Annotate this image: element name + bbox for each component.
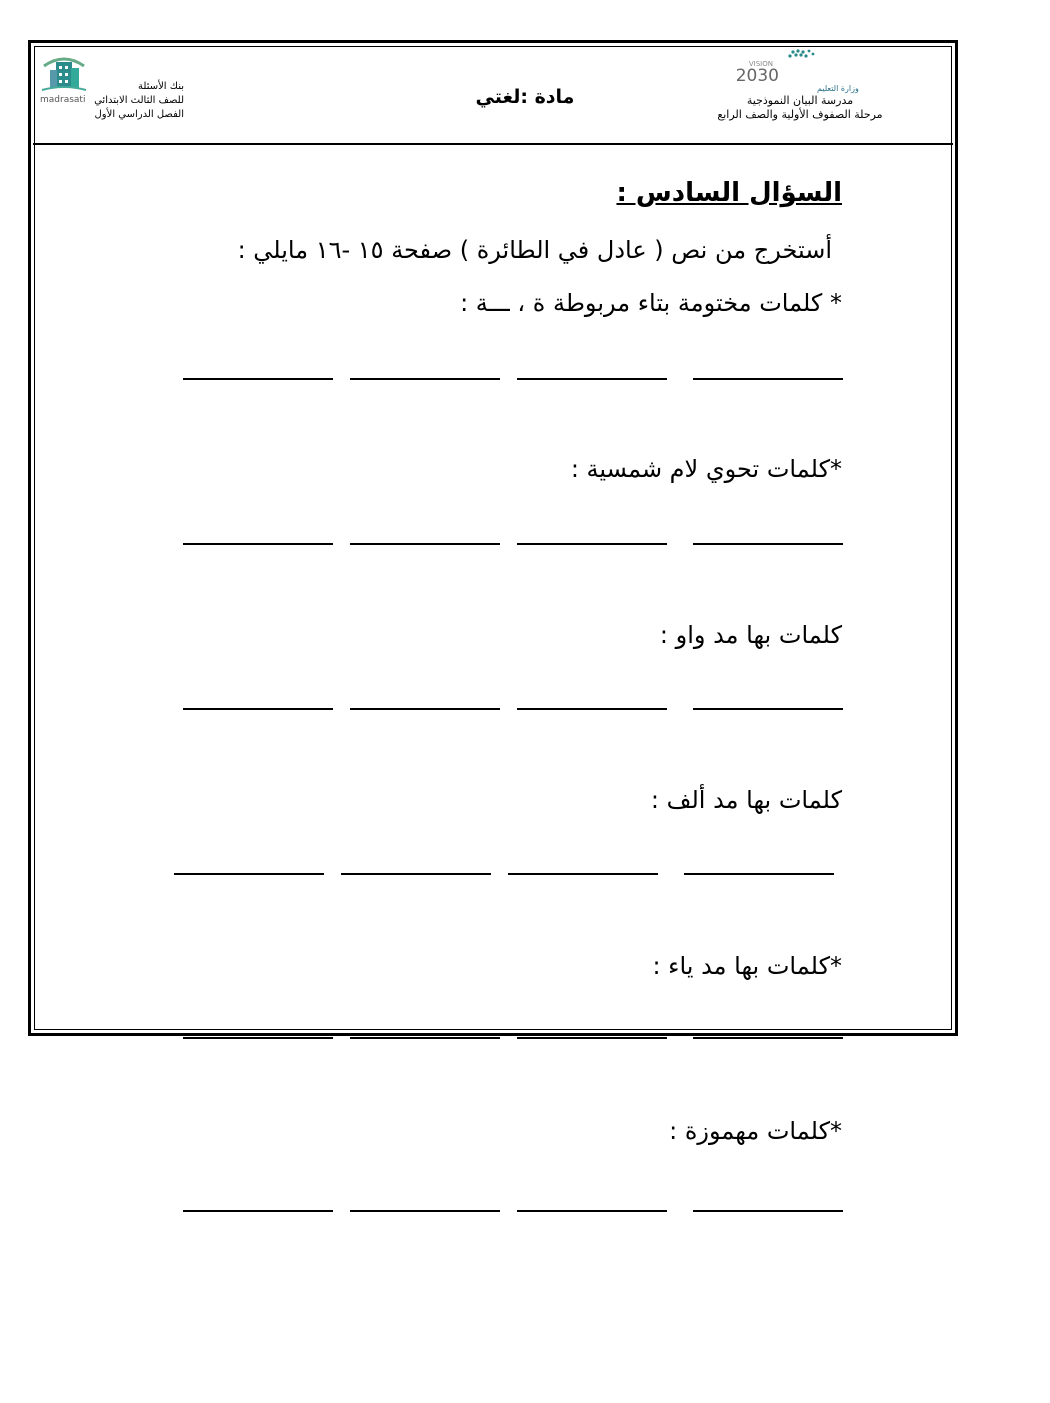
ministry-text: وزارة التعليم [817,84,859,93]
header-divider [33,143,953,145]
school-name: مدرسة البيان النموذجية [746,94,854,107]
section-label-taa-marbuta: * كلمات مختومة بتاء مربوطة ة ، ـــة : [460,289,842,317]
answer-blank[interactable] [517,1037,667,1039]
answer-blank[interactable] [508,873,658,875]
answer-blank[interactable] [174,873,324,875]
question-title: السؤال السادس : [616,178,842,208]
answer-blank[interactable] [693,543,843,545]
answer-blank[interactable] [341,873,491,875]
answer-blank[interactable] [350,708,500,710]
section-label-madd-alif: كلمات بها مد ألف : [650,786,842,814]
answer-blank[interactable] [517,543,667,545]
answer-blank[interactable] [350,543,500,545]
answer-blank[interactable] [183,378,333,380]
answer-blank[interactable] [350,378,500,380]
answer-blank[interactable] [183,1210,333,1212]
question-instruction: أستخرج من نص ( عادل في الطائرة ) صفحة ١٥ -١٦ مايلي : [237,236,832,264]
answer-blank[interactable] [517,708,667,710]
answer-blank[interactable] [693,378,843,380]
section-label-lam-shamsiya: *كلمات تحوي لام شمسية : [570,455,842,483]
vision-2030-text: 2030 [735,66,779,86]
vision-small-text: VISION [748,60,773,68]
answer-blank[interactable] [183,543,333,545]
section-label-madd-waw: كلمات بها مد واو : [659,621,842,649]
semester-label: الفصل الدراسي الأول [94,109,184,120]
answer-blank[interactable] [693,1210,843,1212]
grade-label: للصف الثالث الابتدائي [94,95,184,106]
subject-title: مادة :لغتي [475,86,575,108]
logo-caption: madrasati [40,95,86,105]
answer-blank[interactable] [350,1210,500,1212]
answer-blank[interactable] [693,1037,843,1039]
answer-blank[interactable] [350,1037,500,1039]
answer-blank[interactable] [517,378,667,380]
section-label-mahmouza: *كلمات مهموزة : [669,1117,842,1145]
answer-blank[interactable] [684,873,834,875]
school-stage: مرحلة الصفوف الأولية والصف الرابع [717,108,883,121]
answer-blank[interactable] [183,1037,333,1039]
section-label-madd-yaa: *كلمات بها مد ياء : [652,952,842,980]
answer-blank[interactable] [517,1210,667,1212]
answer-blank[interactable] [183,708,333,710]
question-bank-label: بنك الأسئلة [138,81,184,92]
answer-blank[interactable] [693,708,843,710]
header-right-block [690,48,910,122]
